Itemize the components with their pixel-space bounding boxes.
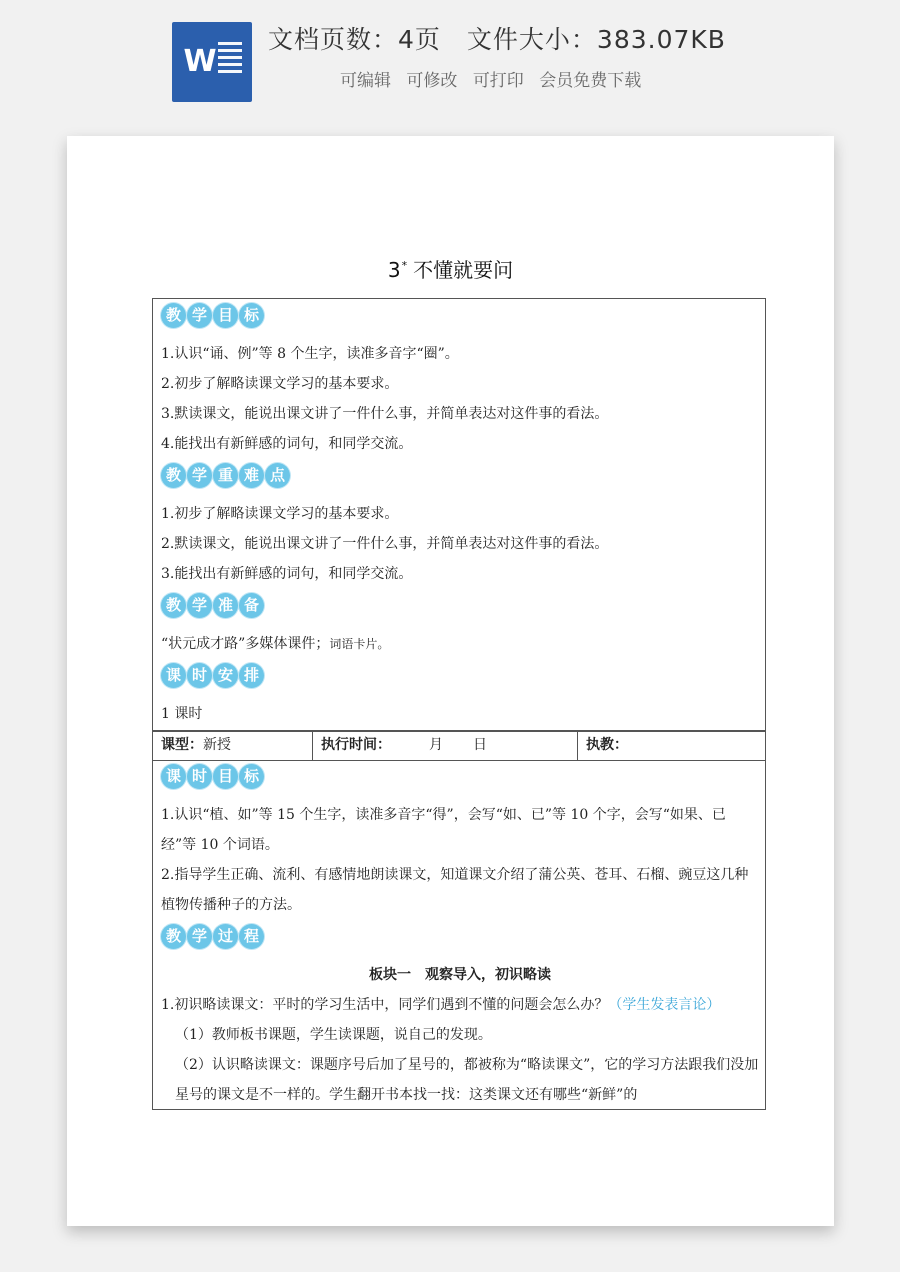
goal-item: 2.初步了解略读课文学习的基本要求。 (161, 376, 399, 392)
plan-overview-box (152, 298, 766, 732)
day-label: 日 (473, 737, 487, 753)
type-value: 新授 (203, 737, 231, 753)
skim-reading-star: * (401, 259, 408, 273)
word-logo-letter: W (183, 44, 217, 79)
keypoint-item: 3.能找出有新鲜感的词句，和同学交流。 (161, 566, 413, 582)
time-label: 执行时间： (321, 737, 391, 753)
feature-member-download: 会员免费下载 (539, 71, 642, 91)
keypoint-item: 2.默读课文，能说出课文讲了一件什么事，并简单表达对这件事的看法。 (161, 536, 609, 552)
lesson-goal-item: 1.认识“植、如”等 15 个生字，读准多音字“得”，会写“如、已”等 10 个字，会写“如果、已经”等 10 个词语。 (161, 807, 726, 853)
lesson-number: 3 (387, 258, 401, 282)
prep-item (161, 629, 759, 659)
schedule-text: 1 课时 (161, 706, 203, 722)
prep-courseware: “状元成才路”多媒体课件； (161, 636, 330, 652)
badge-key-points: 教 学 重 难 点 (161, 463, 759, 493)
teacher-label: 执教： (586, 737, 628, 753)
lesson-name: 不懂就要问 (413, 258, 514, 282)
goal-item: 3.默读课文，能说出课文讲了一件什么事，并简单表达对这件事的看法。 (161, 406, 609, 422)
badge-teaching-prep: 教 学 准 备 (161, 593, 759, 623)
word-document-icon (172, 22, 252, 102)
badge-teaching-process: 教 学 过 程 (161, 924, 759, 954)
feature-modifiable: 可修改 (406, 71, 458, 91)
page-count: 文档页数：4页 (268, 25, 441, 54)
meta-cell-teacher (578, 731, 765, 760)
download-banner (0, 0, 900, 120)
prep-word-cards: 词语卡片。 (329, 637, 390, 651)
meta-cell-type (153, 731, 313, 760)
feature-printable: 可打印 (472, 71, 524, 91)
process-subitem: （1）教师板书课题，学生读课题，说自己的发现。 (175, 1027, 492, 1043)
badge-lesson-goals: 课 时 目 标 (161, 764, 759, 794)
block-title: 板块一 观察导入，初识略读 (369, 967, 551, 983)
goal-item: 4.能找出有新鲜感的词句，和同学交流。 (161, 436, 413, 452)
feature-list (340, 66, 651, 91)
file-info (268, 20, 726, 60)
lesson-goal-item: 2.指导学生正确、流利、有感情地朗读课文，知道课文介绍了蒲公英、苍耳、石榴、豌豆这几种植物传播种子的方法。 (161, 867, 749, 913)
badge-teaching-goals: 教 学 目 标 (161, 303, 759, 333)
process-item-note: （学生发表言论） (608, 997, 721, 1013)
file-size: 文件大小：383.07KB (466, 25, 726, 54)
document-page (67, 136, 834, 1226)
goal-item: 1.认识“诵、例”等 8 个生字，读准多音字“圈”。 (161, 346, 459, 362)
lesson-meta-row (152, 730, 766, 761)
meta-cell-time (313, 731, 578, 760)
word-logo-lines (218, 42, 242, 82)
month-label: 月 (429, 737, 443, 753)
plan-process-box (152, 760, 766, 1110)
process-item (161, 990, 759, 1020)
feature-editable: 可编辑 (340, 71, 391, 91)
type-label: 课型： (161, 737, 203, 753)
process-item-text: 1.初识略读课文：平时的学习生活中，同学们遇到不懂的问题会怎么办？ (161, 997, 609, 1013)
process-subitem: （2）认识略读课文：课题序号后加了星号的，都被称为“略读课文”，它的学习方法跟我们没加星号的课文是不一样的。学生翻开书本找一找：这类课文还有哪些“新鲜”的 (175, 1057, 759, 1103)
lesson-title (67, 254, 834, 283)
badge-schedule: 课 时 安 排 (161, 663, 759, 693)
keypoint-item: 1.初步了解略读课文学习的基本要求。 (161, 506, 399, 522)
